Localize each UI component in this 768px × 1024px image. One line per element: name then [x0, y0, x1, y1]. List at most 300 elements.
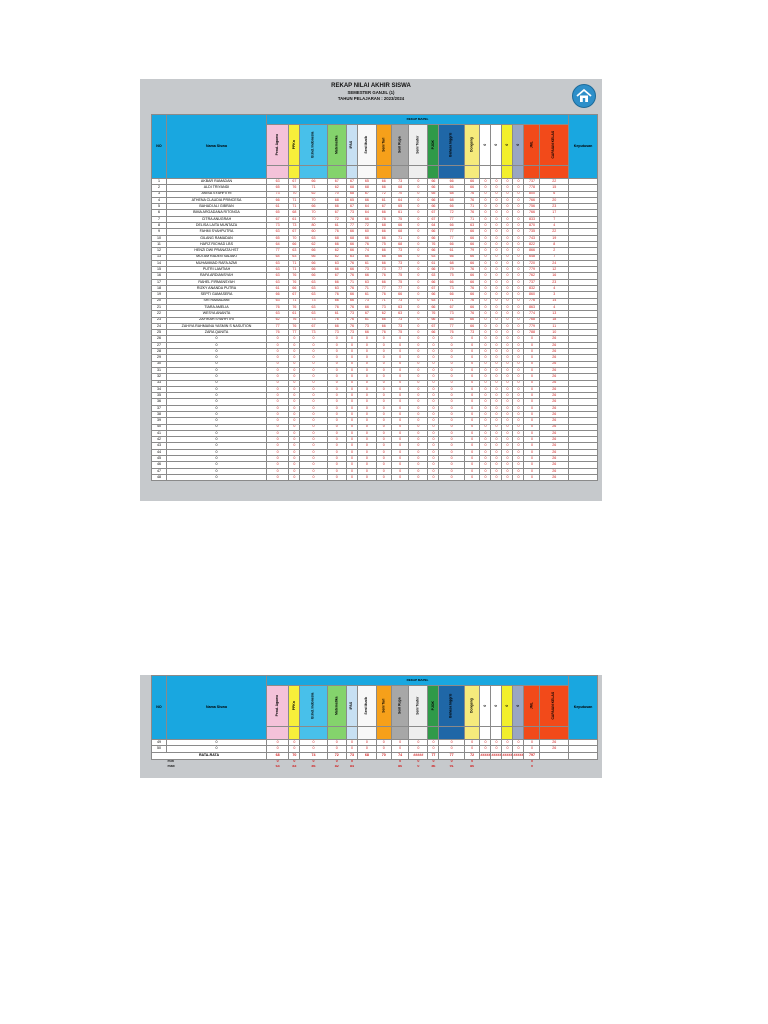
score-cell: 0 [491, 241, 502, 247]
score-cell: 0 [327, 399, 346, 405]
score-cell: 0 [376, 437, 391, 443]
score-cell: 68 [391, 241, 409, 247]
score-cell: 0 [409, 336, 428, 342]
score-cell: 0 [513, 235, 524, 241]
score-cell: 0 [409, 241, 428, 247]
student-name: 0 [167, 740, 267, 746]
score-cell: 0 [409, 304, 428, 310]
score-cell: 0 [347, 405, 358, 411]
score-cell: 67 [428, 286, 439, 292]
score-cell: 0 [376, 443, 391, 449]
student-name: 0 [167, 367, 267, 373]
score-cell: 0 [327, 374, 346, 380]
score-cell: 0 [524, 336, 540, 342]
score-cell: 68 [347, 185, 358, 191]
score-cell: 0 [358, 456, 377, 462]
score-cell: 66 [464, 304, 480, 310]
score-cell: 66 [428, 197, 439, 203]
score-cell: 65 [358, 179, 377, 185]
subject-header-label: 0 [515, 143, 520, 146]
score-cell: 0 [409, 437, 428, 443]
score-cell: 778 [524, 185, 540, 191]
score-cell: 61 [267, 204, 289, 210]
score-cell: 0 [409, 746, 428, 752]
score-cell: 0 [480, 197, 491, 203]
score-cell: 0 [439, 355, 464, 361]
header-nama-siswa: Nama Siswa [167, 676, 267, 740]
spacer-cell [569, 765, 598, 770]
score-cell: 0 [409, 418, 428, 424]
student-name: ATHENA CLAUDIA PRINCESA [167, 197, 267, 203]
student-no: 37 [152, 405, 167, 411]
max-cell: 84 [350, 764, 355, 769]
score-cell: 76 [464, 267, 480, 273]
score-cell: 18 [540, 317, 569, 323]
score-cell: 0 [428, 386, 439, 392]
score-cell: 76 [347, 317, 358, 323]
score-cell: 0 [300, 468, 327, 474]
score-cell: 71 [358, 286, 377, 292]
color-band-cell [480, 727, 491, 740]
score-cell: 0 [491, 386, 502, 392]
score-cell: 0 [502, 405, 513, 411]
score-cell: 66 [439, 317, 464, 323]
score-cell: 0 [347, 474, 358, 480]
score-cell: 0 [502, 191, 513, 197]
score-cell: 0 [480, 456, 491, 462]
score-cell: 64 [267, 254, 289, 260]
score-cell: 63 [267, 273, 289, 279]
score-cell: 0 [502, 746, 513, 752]
keputusan-cell [569, 752, 598, 759]
score-cell: 0 [464, 386, 480, 392]
score-cell: 0 [513, 292, 524, 298]
score-cell: 77 [391, 267, 409, 273]
score-cell: 0 [409, 210, 428, 216]
color-band-cell [491, 166, 502, 179]
score-cell: 0 [480, 298, 491, 304]
score-cell: 67 [428, 210, 439, 216]
score-cell: 0 [391, 367, 409, 373]
score-cell: 0 [358, 449, 377, 455]
score-cell: 0 [502, 449, 513, 455]
score-cell: 73 [439, 286, 464, 292]
score-cell: 0 [376, 405, 391, 411]
score-cell: 65 [267, 235, 289, 241]
score-cell: 67 [289, 179, 300, 185]
score-cell: 7 [540, 254, 569, 260]
score-cell: 0 [358, 462, 377, 468]
subject-header [513, 125, 524, 166]
score-cell: 0 [409, 223, 428, 229]
score-cell: 0 [480, 204, 491, 210]
score-cell: 0 [513, 449, 524, 455]
score-cell: 2 [540, 248, 569, 254]
score-cell: 66 [267, 197, 289, 203]
score-cell: 70 [327, 191, 346, 197]
score-cell: 0 [480, 273, 491, 279]
subject-header-label: 0 [515, 704, 520, 707]
score-cell: 0 [491, 437, 502, 443]
score-cell: 0 [391, 342, 409, 348]
score-cell: 0 [267, 474, 289, 480]
student-name: 0 [167, 456, 267, 462]
score-cell: 66 [289, 286, 300, 292]
score-cell: 0 [480, 254, 491, 260]
score-cell: 66 [376, 179, 391, 185]
score-cell: 0 [502, 286, 513, 292]
score-cell: 0 [289, 361, 300, 367]
score-cell: 0 [480, 361, 491, 367]
subject-header [267, 125, 289, 166]
score-cell: 0 [480, 223, 491, 229]
score-cell: 0 [524, 462, 540, 468]
score-cell: 66 [428, 279, 439, 285]
score-cell: 0 [502, 298, 513, 304]
score-cell: 0 [289, 462, 300, 468]
color-band-cell [480, 166, 491, 179]
score-cell: 0 [391, 474, 409, 480]
score-cell: 4 [540, 286, 569, 292]
color-band-cell [267, 166, 289, 179]
average-cell: 70 [289, 752, 300, 759]
score-cell: 26 [540, 380, 569, 386]
color-band-cell [358, 727, 377, 740]
score-cell: 0 [327, 393, 346, 399]
score-cell: 0 [409, 323, 428, 329]
score-cell: 66 [464, 179, 480, 185]
subject-header-label: 0 [504, 704, 509, 707]
score-cell: 76 [464, 197, 480, 203]
score-cell: 68 [289, 210, 300, 216]
score-cell: 0 [491, 330, 502, 336]
score-cell: 66 [327, 204, 346, 210]
score-cell: 0 [409, 248, 428, 254]
score-cell: 0 [480, 279, 491, 285]
score-cell: 76 [439, 330, 464, 336]
score-cell: 0 [502, 380, 513, 386]
score-cell: 0 [502, 235, 513, 241]
color-band-cell [524, 166, 540, 179]
student-name: SRI RAMADANI [167, 298, 267, 304]
student-no: 1 [152, 179, 167, 185]
score-cell: 75 [391, 330, 409, 336]
score-cell: 26 [540, 449, 569, 455]
student-name: 0 [167, 474, 267, 480]
score-cell: 0 [491, 292, 502, 298]
score-cell: 0 [464, 361, 480, 367]
score-cell: 0 [480, 286, 491, 292]
score-cell: 0 [347, 418, 358, 424]
score-cell: 0 [376, 367, 391, 373]
subject-header-label: Seni Teater [415, 135, 420, 154]
score-cell: 76 [327, 292, 346, 298]
score-cell: 62 [376, 311, 391, 317]
min-cell: 0 [351, 759, 354, 764]
score-cell: 63 [300, 292, 327, 298]
score-cell: 0 [513, 393, 524, 399]
score-cell: 70 [300, 197, 327, 203]
min-cell: 0 [417, 759, 420, 764]
score-cell: 71 [376, 298, 391, 304]
score-cell: 0 [289, 424, 300, 430]
score-cell: 0 [439, 374, 464, 380]
score-cell: 66 [376, 185, 391, 191]
student-no: 3 [152, 191, 167, 197]
score-cell: 66 [439, 185, 464, 191]
score-cell: 0 [267, 468, 289, 474]
score-cell: 0 [327, 746, 346, 752]
score-cell: 0 [513, 411, 524, 417]
score-cell: 76 [376, 330, 391, 336]
score-cell: 0 [524, 474, 540, 480]
score-cell: 0 [491, 311, 502, 317]
score-cell: 0 [524, 746, 540, 752]
score-cell: 0 [502, 361, 513, 367]
subject-header-label: PPKn [291, 701, 296, 711]
score-cell: 0 [491, 443, 502, 449]
score-cell: 0 [300, 367, 327, 373]
score-cell: 0 [376, 449, 391, 455]
score-cell: 73 [391, 179, 409, 185]
score-cell: 66 [358, 197, 377, 203]
score-cell: 0 [439, 474, 464, 480]
score-cell: 0 [428, 342, 439, 348]
score-cell: 0 [513, 223, 524, 229]
score-cell: 76 [267, 304, 289, 310]
score-cell: 0 [409, 468, 428, 474]
subject-header-label: B.Ind. Indonesia [310, 692, 315, 719]
score-cell: 0 [491, 210, 502, 216]
student-name: ANISA SYAHFITRI [167, 191, 267, 197]
min-cell: 0 [450, 759, 453, 764]
color-band-cell [439, 727, 464, 740]
score-cell: 0 [409, 317, 428, 323]
score-cell: 0 [439, 449, 464, 455]
student-name: 0 [167, 443, 267, 449]
student-name: 0 [167, 424, 267, 430]
score-cell: 60 [300, 229, 327, 235]
score-cell: 0 [409, 185, 428, 191]
score-cell: 0 [391, 418, 409, 424]
student-name: 0 [167, 437, 267, 443]
score-cell: 0 [502, 292, 513, 298]
score-cell: 73 [300, 330, 327, 336]
score-cell: 63 [428, 298, 439, 304]
score-cell: 0 [480, 229, 491, 235]
score-cell: 66 [327, 279, 346, 285]
color-band-cell [409, 166, 428, 179]
subject-header [540, 125, 569, 166]
score-cell: 0 [300, 342, 327, 348]
score-cell: 20 [540, 197, 569, 203]
student-no: 44 [152, 449, 167, 455]
subject-header-label: IPAS [349, 702, 354, 710]
score-cell: 0 [289, 336, 300, 342]
score-cell: 71 [289, 298, 300, 304]
score-cell: 0 [376, 424, 391, 430]
score-cell: 0 [502, 304, 513, 310]
score-cell: 0 [267, 437, 289, 443]
subject-header [480, 686, 491, 727]
max-cell: 64 [275, 764, 280, 769]
home-icon[interactable] [572, 84, 596, 108]
score-cell: 0 [491, 474, 502, 480]
subject-header [289, 125, 300, 166]
score-cell: 0 [428, 449, 439, 455]
subject-header-label: PJOK [430, 701, 435, 711]
header-nama-siswa: Nama Siswa [167, 115, 267, 179]
score-cell: 67 [347, 179, 358, 185]
score-cell: 0 [513, 286, 524, 292]
average-cell: 68 [267, 752, 289, 759]
color-band-cell [376, 727, 391, 740]
score-cell: 0 [409, 191, 428, 197]
score-cell: 0 [409, 424, 428, 430]
score-cell: 0 [502, 355, 513, 361]
score-cell: 0 [464, 418, 480, 424]
score-cell: 0 [391, 393, 409, 399]
subject-header [409, 125, 428, 166]
score-cell: 0 [289, 374, 300, 380]
average-cell: 68 [358, 752, 377, 759]
color-band-cell [513, 166, 524, 179]
score-cell: 0 [491, 411, 502, 417]
score-cell: 67 [439, 304, 464, 310]
score-cell: 66 [300, 273, 327, 279]
score-cell: 0 [439, 361, 464, 367]
score-cell: 0 [464, 399, 480, 405]
score-cell: 860 [524, 292, 540, 298]
score-cell: 0 [358, 393, 377, 399]
score-cell: 0 [347, 399, 358, 405]
score-cell: 0 [439, 437, 464, 443]
score-cell: 66 [439, 223, 464, 229]
color-band-cell [428, 727, 439, 740]
score-cell: 0 [347, 449, 358, 455]
score-cell: 26 [540, 367, 569, 373]
score-cell: 76 [347, 304, 358, 310]
score-cell: 66 [327, 323, 346, 329]
score-cell: 0 [464, 367, 480, 373]
subject-header-label: 0 [504, 143, 509, 146]
score-cell: 0 [376, 456, 391, 462]
score-cell: 0 [347, 393, 358, 399]
subject-header [491, 686, 502, 727]
score-cell: 0 [347, 336, 358, 342]
score-cell: 0 [464, 437, 480, 443]
student-no: 17 [152, 279, 167, 285]
subject-header-label: 0 [493, 704, 498, 707]
average-cell: 72 [464, 752, 480, 759]
score-cell: 0 [464, 411, 480, 417]
score-cell: 0 [358, 411, 377, 417]
score-cell: 0 [409, 393, 428, 399]
student-name: RIZKY ANANDA PUTRA [167, 286, 267, 292]
student-no: 33 [152, 380, 167, 386]
score-cell: 0 [524, 405, 540, 411]
score-cell: 768 [524, 317, 540, 323]
average-cell: ##### [480, 752, 491, 759]
score-cell: 0 [409, 254, 428, 260]
subject-header [267, 686, 289, 727]
score-cell: 73 [391, 260, 409, 266]
score-cell: 0 [464, 342, 480, 348]
student-no: 14 [152, 260, 167, 266]
score-cell: 0 [464, 462, 480, 468]
score-cell: 0 [409, 374, 428, 380]
score-cell: 73 [267, 223, 289, 229]
score-cell: 0 [391, 740, 409, 746]
score-cell: 79 [439, 267, 464, 273]
score-cell: 68 [439, 191, 464, 197]
score-cell: 77 [391, 286, 409, 292]
score-cell: 0 [502, 386, 513, 392]
average-cell: 73 [347, 752, 358, 759]
subject-header [327, 125, 346, 166]
score-cell: 0 [300, 437, 327, 443]
nilai-table [151, 114, 598, 481]
score-cell: 0 [376, 374, 391, 380]
score-cell: 0 [391, 405, 409, 411]
score-cell: 0 [491, 740, 502, 746]
subject-header-label: JML [529, 702, 534, 710]
score-cell: 0 [409, 430, 428, 436]
score-cell: 0 [502, 367, 513, 373]
subject-header-label: Pend. Agama [274, 134, 279, 156]
score-cell: 66 [439, 279, 464, 285]
score-cell: 0 [267, 386, 289, 392]
score-cell: 0 [502, 456, 513, 462]
score-cell: 0 [513, 380, 524, 386]
score-cell: 0 [480, 248, 491, 254]
score-cell: 0 [289, 405, 300, 411]
score-cell: 0 [428, 430, 439, 436]
average-cell: ##### [409, 752, 428, 759]
score-cell: 0 [300, 474, 327, 480]
score-cell: 0 [524, 456, 540, 462]
rata-rata-row [152, 752, 598, 759]
score-cell: 0 [327, 411, 346, 417]
score-cell: 0 [376, 418, 391, 424]
score-cell: 66 [464, 235, 480, 241]
score-cell: 26 [540, 361, 569, 367]
score-cell: 0 [502, 418, 513, 424]
score-cell: 0 [376, 355, 391, 361]
score-cell: 66 [464, 254, 480, 260]
score-cell: 0 [347, 342, 358, 348]
score-cell: 0 [409, 273, 428, 279]
subject-header [491, 125, 502, 166]
subject-header-label: 0 [493, 143, 498, 146]
score-cell: 0 [491, 336, 502, 342]
student-no: 47 [152, 468, 167, 474]
score-cell: 0 [347, 374, 358, 380]
score-cell: 71 [391, 235, 409, 241]
score-cell: 0 [300, 462, 327, 468]
score-cell: 0 [513, 260, 524, 266]
score-cell: 0 [464, 424, 480, 430]
score-cell: 0 [513, 216, 524, 222]
score-cell: 75 [391, 279, 409, 285]
student-no: 16 [152, 273, 167, 279]
score-cell: 68 [376, 223, 391, 229]
score-cell: 0 [491, 286, 502, 292]
score-cell: 0 [513, 179, 524, 185]
score-cell: 0 [439, 418, 464, 424]
score-cell: 0 [524, 424, 540, 430]
max-cell: 86 [431, 764, 436, 769]
